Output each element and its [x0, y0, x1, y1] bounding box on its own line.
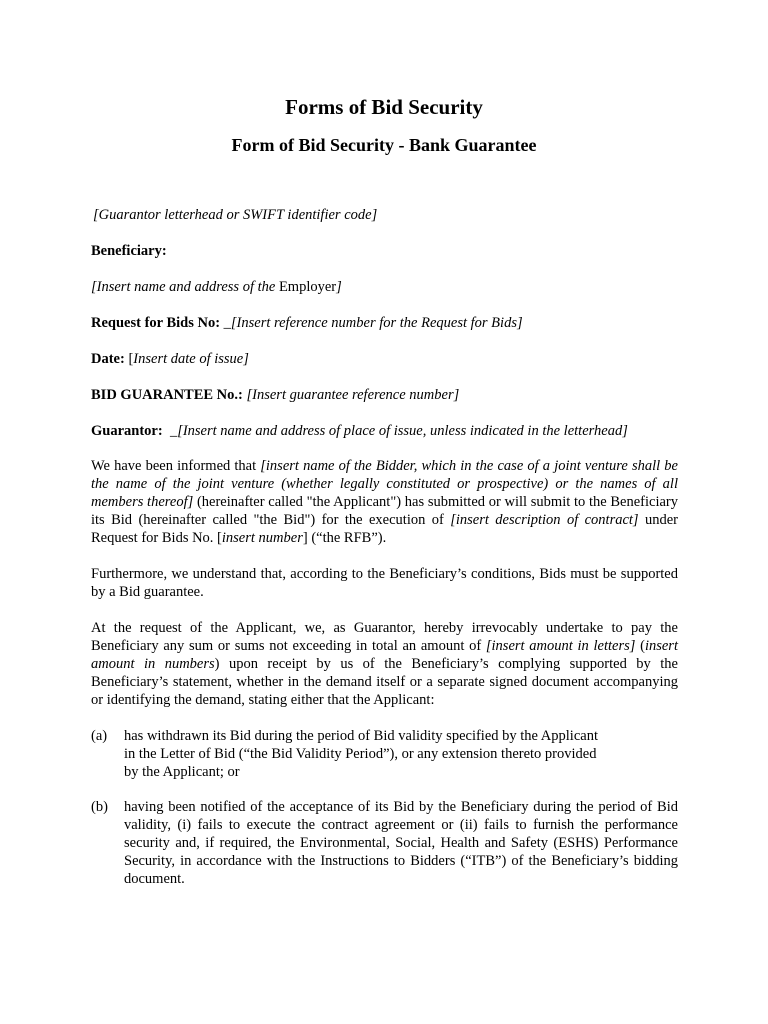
- beneficiary-label: Beneficiary:: [91, 243, 167, 259]
- beneficiary-employer: Employer: [278, 279, 337, 295]
- beneficiary-field: [91, 278, 681, 296]
- list-marker-b: (b): [91, 799, 108, 815]
- list-item-a-text: [124, 727, 634, 781]
- p1-text-2: (hereinafter called "the Applicant") has submitted or will submit to the Beneficiary its Bid (hereinafter called "the Bid") for the execution of: [91, 494, 679, 528]
- list-marker-a: (a): [91, 728, 108, 744]
- p1-bidder-placeholder: [insert name of the Bidder, which in the case of a joint venture shall be the name of the joint venture (whether legally constituted or prospective) or the names of all members thereof]: [91, 458, 678, 510]
- paragraph-informed: [91, 457, 678, 547]
- p1-text-3: under Request for Bids No. [: [91, 512, 678, 546]
- list-item-b-text: having been notified of the acceptance of its Bid by the Beneficiary during the period of Bid validity, (i) fails to execute the contract agreement or (ii) fails to furnish the performance security and, if required, the Environmental, Social, Health and Safety (ESHS) Performance Security, in accordance with the Instructions to Bidders (“ITB”) of the Beneficiary’s bidding document.: [124, 799, 678, 887]
- bid-guarantee-value: [Insert guarantee reference number]: [242, 387, 460, 403]
- beneficiary-placeholder: [Insert name and address of the: [91, 279, 279, 295]
- p3-amount-numbers-placeholder: insert amount in numbers: [91, 638, 678, 672]
- bid-guarantee-field: [91, 386, 681, 404]
- list-item-a-line-1: has withdrawn its Bid during the period of Bid validity specified by the Applicant: [124, 728, 598, 744]
- beneficiary-close: ]: [336, 279, 342, 295]
- bid-guarantee-label: BID GUARANTEE No.:: [91, 387, 243, 403]
- page-title: Forms of Bid Security: [285, 95, 483, 119]
- date-label: Date:: [91, 351, 125, 367]
- list-item-a-line-3: by the Applicant; or: [124, 764, 240, 780]
- guarantor-value: _[Insert name and address of place of issue, unless indicated in the letterhead]: [162, 423, 628, 439]
- guarantor-field: [91, 422, 681, 440]
- p3-text-1: At the request of the Applicant, we, as Guarantor, hereby irrevocably undertake to pay the Beneficiary any sum or sums not exceeding in total an amount of: [91, 620, 678, 654]
- p3-text-3: ) upon receipt by us of the Beneficiary’s complying supported by the Beneficiary’s statement, whether in the demand itself or a separate signed document accompanying or identifying the demand, stating either that the Applicant:: [91, 656, 678, 708]
- rfb-field: [91, 314, 681, 332]
- rfb-label: Request for Bids No:: [91, 315, 221, 331]
- rfb-value: _[Insert reference number for the Request for Bids]: [220, 315, 523, 331]
- date-field: [91, 350, 681, 368]
- paragraph-furthermore: Furthermore, we understand that, according to the Beneficiary’s conditions, Bids must be supported by a Bid guarantee.: [91, 566, 678, 600]
- guarantor-letterhead-placeholder: [Guarantor letterhead or SWIFT identifier code]: [93, 207, 378, 223]
- p1-text-1: We have been informed that: [91, 458, 261, 474]
- list-item-a-line-2: in the Letter of Bid (“the Bid Validity Period”), or any extension thereto provided: [124, 746, 597, 762]
- p3-text-2: (: [635, 638, 645, 654]
- p1-number-placeholder: insert number: [221, 530, 303, 546]
- date-open-bracket: [: [124, 351, 134, 367]
- date-value: Insert date of issue]: [133, 351, 249, 367]
- p1-text-4: ] (“the RFB”).: [302, 530, 387, 546]
- p3-amount-letters-placeholder: [insert amount in letters]: [485, 638, 636, 654]
- p1-contract-placeholder: [insert description of contract]: [450, 512, 639, 528]
- guarantor-label: Guarantor:: [91, 423, 163, 439]
- form-subtitle: Form of Bid Security - Bank Guarantee: [231, 135, 537, 155]
- paragraph-undertaking: [91, 619, 678, 709]
